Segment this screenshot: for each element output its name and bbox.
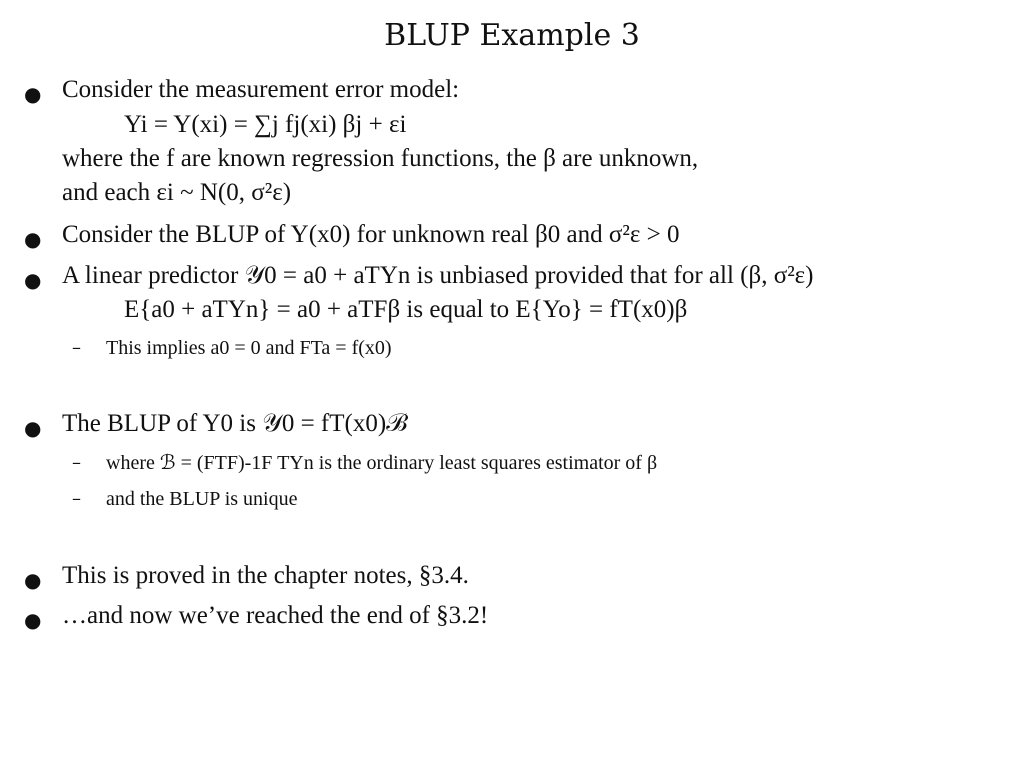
bullet-dot: ●: [24, 82, 42, 106]
bullet-5-line-1: This is proved in the chapter notes, §3.4.: [62, 562, 469, 589]
bullet-1-line-3: where the f are known regression functions, the β are unknown,: [62, 145, 699, 172]
bullet-dot: ●: [24, 268, 42, 292]
bullet-2-line-1: Consider the BLUP of Y(x0) for unknown real β0 and σ²ε > 0: [62, 221, 680, 248]
bullet-3-line-2: E{a0 + aTYn} = a0 + aTFβ is equal to E{Yo} = fT(x0)β: [124, 296, 688, 323]
bullet-3-sub-1: This implies a0 = 0 and FTa = f(x0): [106, 337, 392, 359]
sub-bullet-dash: –: [72, 337, 81, 358]
sub-bullet-dash: –: [72, 488, 81, 509]
bullet-dot: ●: [24, 416, 42, 440]
bullet-3-line-1: A linear predictor 𝒴0 = a0 + aTYn is unbiased provided that for all (β, σ²ε): [62, 262, 814, 289]
bullet-dot: ●: [24, 608, 42, 632]
bullet-4-line-1: The BLUP of Y0 is 𝒴0 = fT(x0)ℬ: [62, 410, 408, 437]
bullet-4-sub-2: and the BLUP is unique: [106, 488, 298, 510]
slide-title: BLUP Example 3: [384, 18, 640, 53]
sub-bullet-dash: –: [72, 452, 81, 473]
bullet-1-line-1: Consider the measurement error model:: [62, 76, 460, 103]
bullet-dot: ●: [24, 227, 42, 251]
bullet-6-line-1: …and now we’ve reached the end of §3.2!: [62, 602, 489, 629]
bullet-1-line-4: and each εi ~ N(0, σ²ε): [62, 179, 292, 206]
bullet-1-line-2: Yi = Y(xi) = ∑j fj(xi) βj + εi: [124, 111, 407, 138]
bullet-4-sub-1: where ℬ = (FTF)-1F TYn is the ordinary least squares estimator of β: [106, 452, 658, 474]
bullet-dot: ●: [24, 568, 42, 592]
